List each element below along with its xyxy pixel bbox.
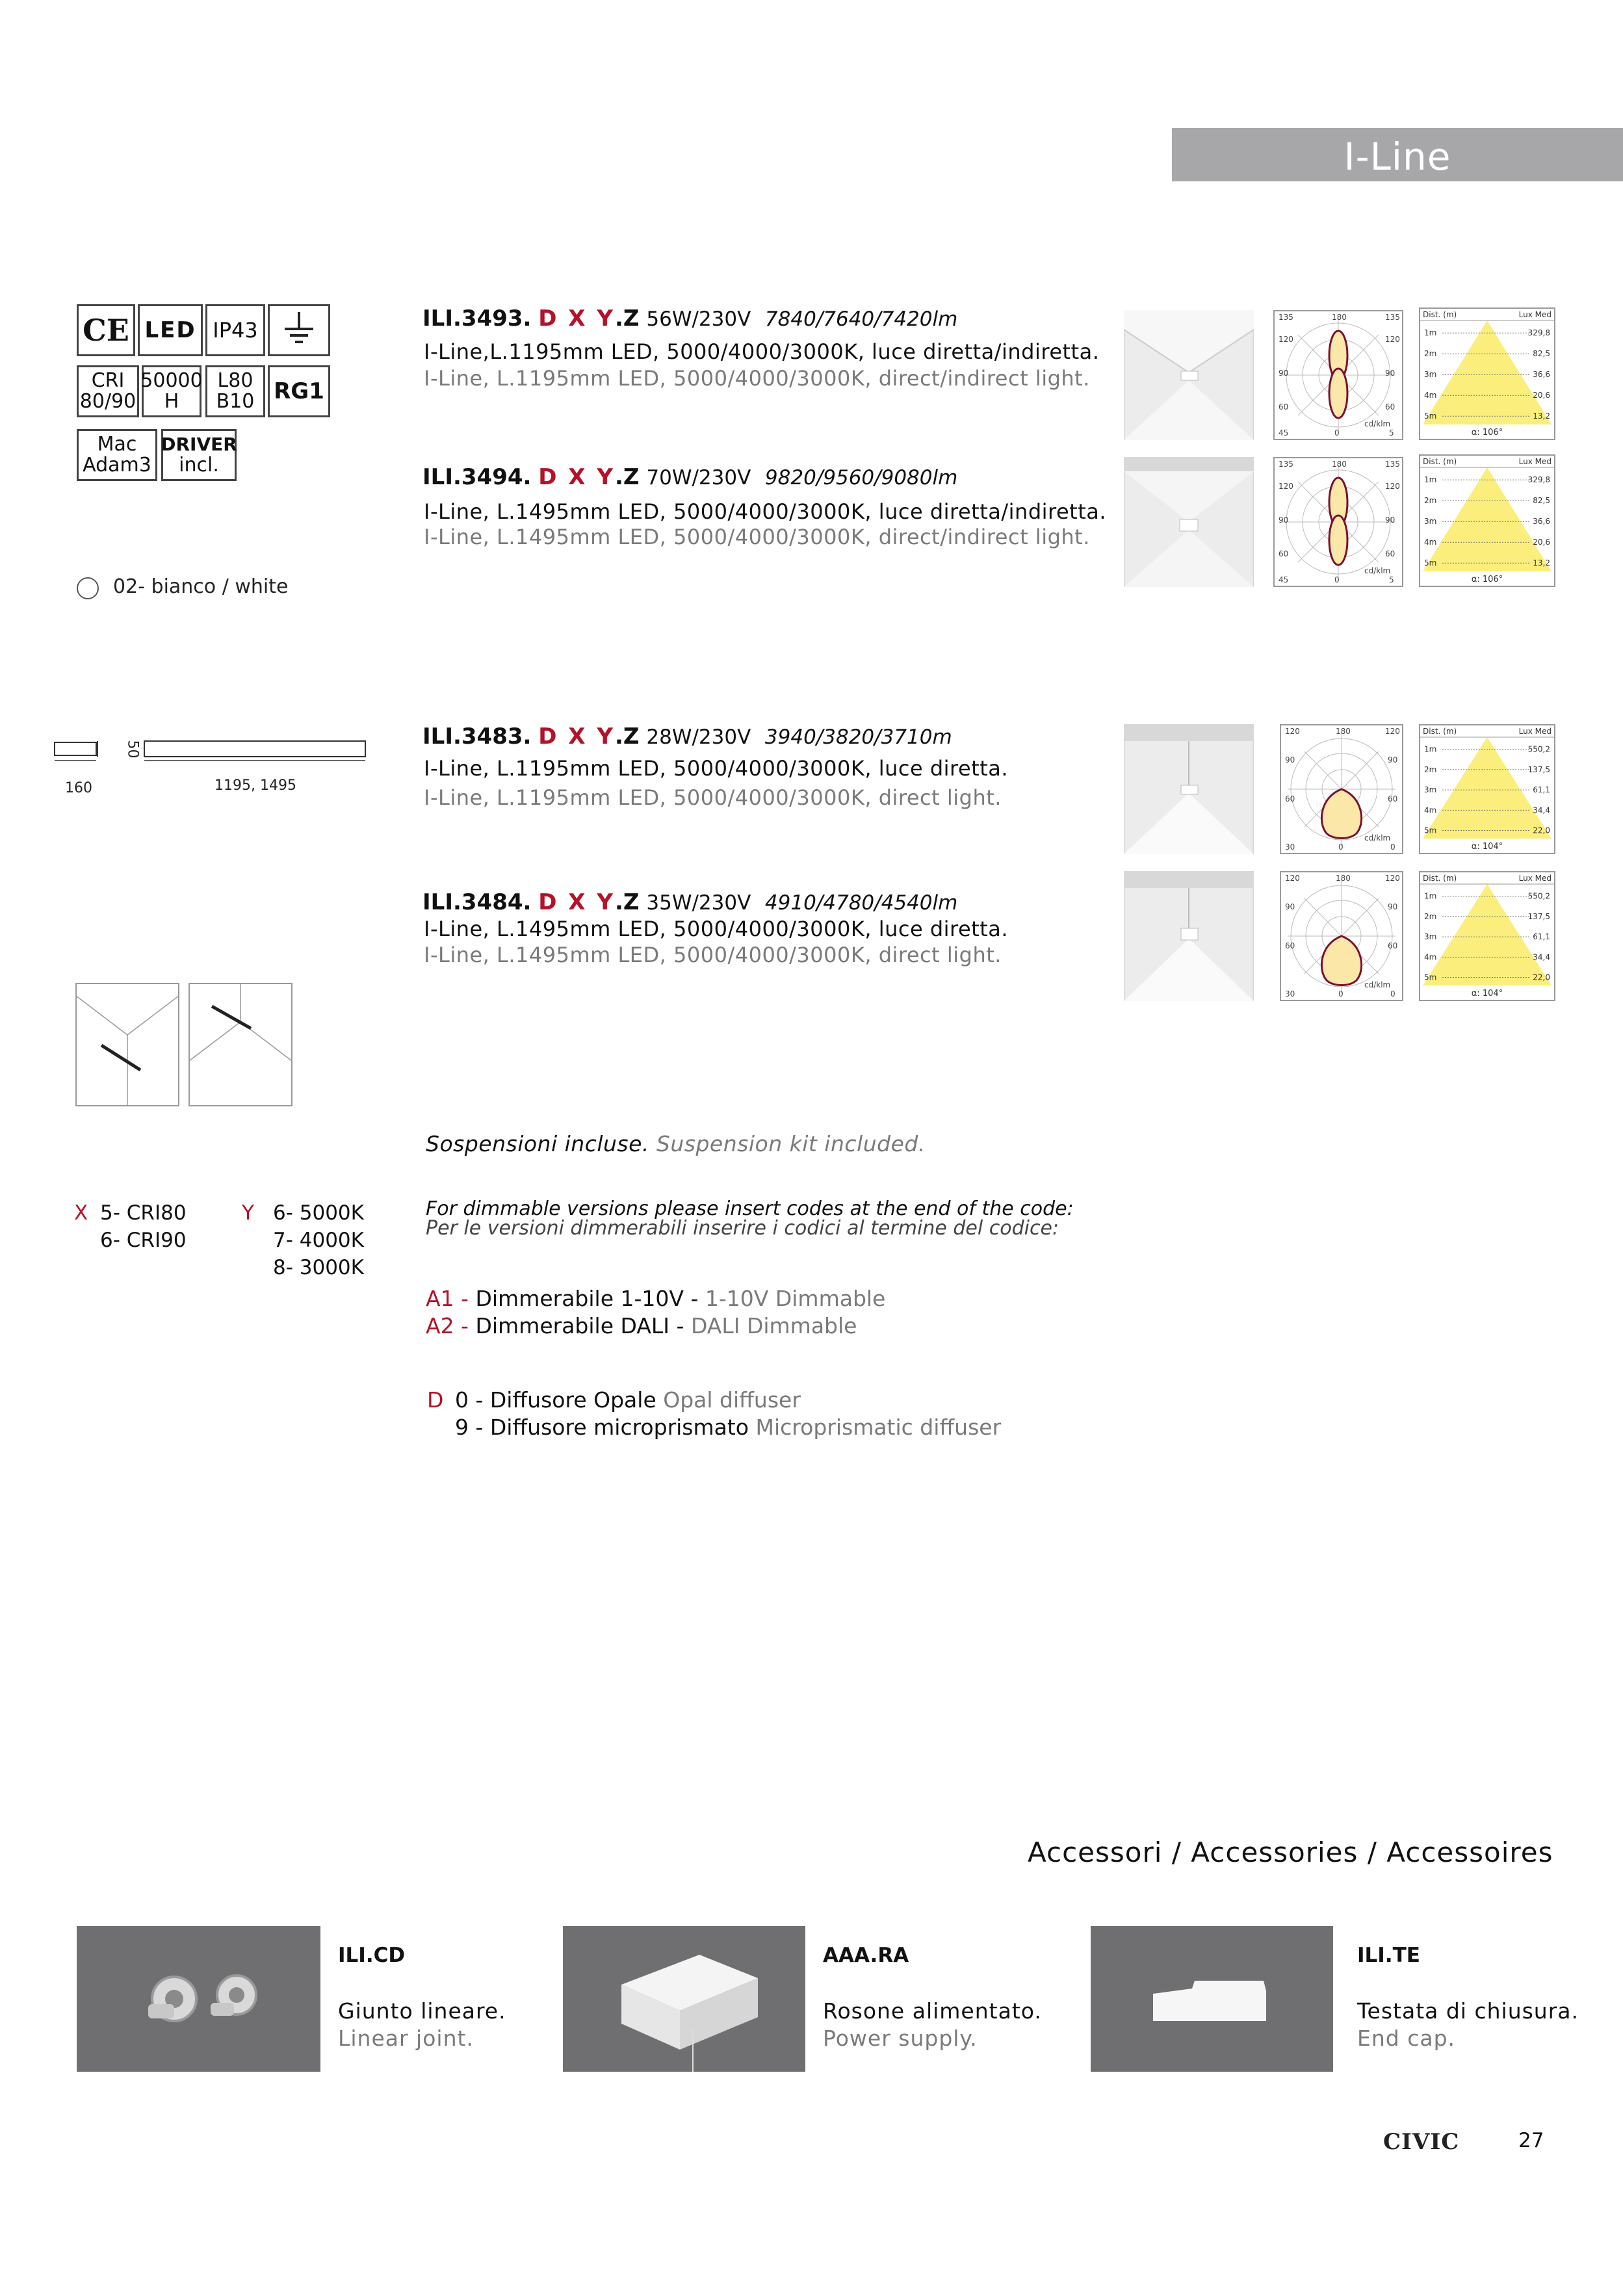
polar-label: 135 [1279, 460, 1293, 469]
accessory-desc-en: Power supply. [823, 2026, 978, 2051]
photometric-polar-diagram [1280, 871, 1403, 1001]
lux-distance-label: 3m [1424, 785, 1437, 795]
polar-unit: cd/klm [1364, 419, 1391, 428]
polar-label: 120 [1385, 727, 1400, 736]
product-code-ili3484: ILI.3484. D X Y.Z 35W/230V 4910/4780/4540lm [422, 889, 958, 915]
lux-distance-label: 3m [1424, 517, 1437, 527]
polar-label: 5 [1389, 575, 1394, 584]
product-desc-en: I-Line, L.1495mm LED, 5000/4000/3000K, direct/indirect light. [424, 525, 1090, 549]
lux-distance-label: 2m [1424, 764, 1437, 774]
accessory-code: ILI.TE [1357, 1944, 1420, 1967]
lux-distance-label: 5m [1424, 972, 1437, 982]
lux-distance-label: 1m [1424, 328, 1437, 338]
page-title: I-Line [1344, 135, 1451, 179]
lux-distance-label: 2m [1424, 349, 1437, 359]
polar-label: 0 [1334, 428, 1340, 437]
product-desc-en: I-Line, L.1195mm LED, 5000/4000/3000K, direct/indirect light. [424, 366, 1090, 391]
option-x-letter: X [74, 1201, 88, 1225]
polar-label: 60 [1385, 549, 1396, 558]
lux-distance-label: 4m [1424, 805, 1437, 815]
accessory-photo-end-cap [1091, 1926, 1333, 2072]
lux-dist-header: Dist. (m) [1423, 310, 1457, 319]
lux-value-label: 36,6 [1533, 517, 1550, 527]
page-number: 27 [1518, 2129, 1544, 2152]
accessory-photo-power-supply [563, 1926, 805, 2072]
polar-label: 60 [1279, 549, 1289, 558]
dimension-length: 1195, 1495 [214, 777, 296, 794]
accessory-desc-it: Giunto lineare. [338, 1998, 506, 2024]
photometric-polar-diagram [1273, 457, 1403, 587]
lux-value-label: 20,6 [1533, 538, 1550, 547]
dimmable-title: For dimmable versions please insert codes at the end of the code: [426, 1197, 1074, 1220]
option-y-item: 6- 5000K [273, 1201, 364, 1225]
polar-label: 0 [1334, 575, 1340, 584]
polar-label: 60 [1285, 941, 1295, 950]
polar-label: 120 [1385, 874, 1400, 883]
polar-label: 90 [1285, 902, 1295, 911]
lux-dist-header: Dist. (m) [1423, 457, 1457, 466]
lux-value-label: 82,5 [1533, 496, 1550, 506]
product-photo [1124, 457, 1254, 587]
lux-distance-label: 4m [1424, 538, 1437, 547]
dimension-width: 160 [65, 780, 92, 796]
lux-angle-label: α: 106° [1471, 575, 1503, 584]
diffuser-letter: D [427, 1387, 444, 1413]
lux-chart [1419, 724, 1555, 854]
lux-cone-svg [1420, 456, 1554, 586]
product-desc-it: I-Line,L.1195mm LED, 5000/4000/3000K, luce diretta/indiretta. [424, 339, 1100, 364]
lux-value-label: 137,5 [1527, 911, 1550, 921]
dimension-height: 50 [124, 740, 141, 759]
product-desc-it: I-Line, L.1495mm LED, 5000/4000/3000K, luce diretta. [424, 917, 1009, 941]
lux-distance-label: 5m [1424, 826, 1437, 835]
polar-label: 120 [1385, 335, 1400, 344]
brand-logo: CIVIC [1383, 2129, 1460, 2155]
lux-distance-label: 1m [1424, 475, 1437, 485]
option-x-item: 5- CRI80 [100, 1201, 187, 1225]
lux-distance-label: 2m [1424, 911, 1437, 921]
lux-dist-header: Dist. (m) [1423, 874, 1457, 883]
lux-value-label: 329,8 [1527, 475, 1550, 485]
diffuser-option-0: 0 - Diffusore Opale Opal diffuser [455, 1387, 801, 1413]
lux-value-label: 20,6 [1533, 391, 1550, 400]
driver-badge: DRIVER incl. [161, 429, 237, 481]
photometric-polar-diagram [1273, 310, 1403, 440]
polar-label: 60 [1388, 941, 1398, 950]
color-option-label: 02- bianco / white [113, 575, 289, 598]
lux-distance-label: 4m [1424, 952, 1437, 962]
lux-distance-label: 3m [1424, 370, 1437, 380]
lux-distance-label: 1m [1424, 891, 1437, 901]
lux-value-label: 34,4 [1533, 805, 1550, 815]
polar-label: 60 [1388, 794, 1398, 803]
product-desc-it: I-Line, L.1195mm LED, 5000/4000/3000K, luce diretta. [424, 756, 1009, 781]
lux-value-label: 13,2 [1533, 558, 1550, 568]
cri-badge: CRI 80/90 [77, 365, 139, 417]
polar-label: 120 [1285, 874, 1300, 883]
led-badge: LED [138, 304, 203, 356]
polar-label: 120 [1385, 482, 1400, 491]
lux-dist-header: Dist. (m) [1423, 727, 1457, 736]
product-photo [1124, 310, 1254, 440]
product-desc-en: I-Line, L.1195mm LED, 5000/4000/3000K, direct light. [424, 785, 1002, 810]
polar-label: 60 [1385, 402, 1396, 411]
lux-distance-label: 3m [1424, 932, 1437, 942]
option-y-letter: Y [242, 1201, 254, 1225]
product-photo [1124, 724, 1254, 854]
accessory-desc-en: Linear joint. [338, 2026, 474, 2051]
diffuser-option-9: 9 - Diffusore microprismato Microprismatic diffuser [455, 1415, 1002, 1440]
polar-label: 90 [1388, 755, 1398, 764]
product-code-ili3493: ILI.3493. D X Y.Z 56W/230V 7840/7640/7420lm [422, 306, 958, 332]
lux-value-label: 61,1 [1533, 932, 1550, 942]
polar-label: 180 [1336, 874, 1351, 883]
lux-cone-svg [1420, 309, 1554, 439]
polar-label: 60 [1279, 402, 1289, 411]
polar-label: 45 [1279, 575, 1289, 584]
polar-label: 120 [1279, 482, 1293, 491]
dimmable-option-a2: A2 - Dimmerabile DALI - DALI Dimmable [426, 1313, 857, 1338]
polar-label: 45 [1279, 428, 1289, 437]
lux-angle-label: α: 106° [1471, 428, 1503, 437]
product-code-ili3483: ILI.3483. D X Y.Z 28W/230V 3940/3820/3710m [422, 724, 952, 750]
polar-label: 90 [1279, 515, 1289, 525]
lux-med-header: Lux Med [1518, 874, 1552, 883]
lux-distance-label: 5m [1424, 411, 1437, 421]
lux-value-label: 36,6 [1533, 370, 1550, 380]
accessory-code: AAA.RA [823, 1944, 909, 1967]
polar-label: 0 [1338, 842, 1344, 852]
lux-distance-label: 4m [1424, 391, 1437, 400]
lux-angle-label: α: 104° [1471, 989, 1503, 998]
accessory-photo-joint [77, 1926, 320, 2072]
polar-label: 90 [1385, 515, 1396, 525]
lux-angle-label: α: 104° [1471, 842, 1503, 852]
option-y-item: 7- 4000K [273, 1229, 364, 1252]
earth-ground-icon [268, 304, 330, 356]
polar-label: 0 [1390, 989, 1396, 998]
lux-value-label: 22,0 [1533, 826, 1550, 835]
lux-value-label: 13,2 [1533, 411, 1550, 421]
installation-sketch-indirect [75, 983, 179, 1106]
lux-value-label: 329,8 [1527, 328, 1550, 338]
photometric-polar-diagram [1280, 724, 1403, 854]
lux-med-header: Lux Med [1518, 310, 1552, 319]
polar-label: 180 [1332, 313, 1347, 322]
suspension-note: Sospensioni incluse. Suspension kit included. [426, 1131, 926, 1156]
accessory-code: ILI.CD [338, 1944, 406, 1967]
macadam-badge: Mac Adam3 [77, 429, 157, 481]
color-swatch-white [77, 577, 99, 599]
lifetime-badge: 50000 H [142, 365, 201, 417]
lux-value-label: 82,5 [1533, 349, 1550, 359]
lux-chart [1419, 307, 1555, 440]
polar-label: 5 [1389, 428, 1394, 437]
risk-group-badge: RG1 [268, 365, 330, 417]
polar-label: 90 [1388, 902, 1398, 911]
lux-med-header: Lux Med [1518, 457, 1552, 466]
product-photo [1124, 871, 1254, 1001]
option-y-item: 8- 3000K [273, 1256, 364, 1279]
product-desc-it: I-Line, L.1495mm LED, 5000/4000/3000K, luce diretta/indiretta. [424, 499, 1107, 524]
polar-unit: cd/klm [1364, 833, 1391, 842]
polar-label: 180 [1336, 727, 1351, 736]
lux-distance-label: 2m [1424, 496, 1437, 506]
polar-label: 135 [1279, 313, 1293, 322]
lux-value-label: 34,4 [1533, 952, 1550, 962]
polar-unit: cd/klm [1364, 566, 1391, 575]
ip-rating-badge: IP43 [205, 304, 265, 356]
product-desc-en: I-Line, L.1495mm LED, 5000/4000/3000K, direct light. [424, 943, 1002, 967]
ce-mark-icon: CE [77, 304, 135, 356]
polar-unit: cd/klm [1364, 980, 1391, 989]
lux-value-label: 550,2 [1527, 744, 1550, 754]
lux-value-label: 137,5 [1527, 764, 1550, 774]
lux-value-label: 61,1 [1533, 785, 1550, 795]
lux-med-header: Lux Med [1518, 727, 1552, 736]
accessory-desc-en: End cap. [1357, 2026, 1456, 2051]
accessory-desc-it: Rosone alimentato. [823, 1998, 1042, 2024]
polar-label: 120 [1279, 335, 1293, 344]
dimension-drawing [52, 727, 370, 798]
polar-label: 90 [1285, 755, 1295, 764]
dimmable-subtitle: Per le versioni dimmerabili inserire i codici al termine del codice: [426, 1217, 1059, 1240]
accessories-title: Accessori / Accessories / Accessoires [1028, 1836, 1553, 1868]
lux-cone-svg [1420, 872, 1554, 1000]
polar-label: 120 [1285, 727, 1300, 736]
accessory-desc-it: Testata di chiusura. [1357, 1998, 1579, 2024]
product-code-ili3494: ILI.3494. D X Y.Z 70W/230V 9820/9560/9080lm [422, 464, 958, 490]
polar-label: 30 [1285, 842, 1295, 852]
polar-label: 90 [1385, 369, 1396, 378]
polar-label: 135 [1385, 313, 1400, 322]
lux-chart [1419, 871, 1555, 1001]
polar-label: 0 [1390, 842, 1396, 852]
polar-label: 180 [1332, 460, 1347, 469]
polar-label: 135 [1385, 460, 1400, 469]
polar-label: 60 [1285, 794, 1295, 803]
lux-distance-label: 1m [1424, 744, 1437, 754]
polar-label: 90 [1279, 369, 1289, 378]
dimmable-option-a1: A1 - Dimmerabile 1-10V - 1-10V Dimmable [426, 1286, 886, 1311]
polar-label: 0 [1338, 989, 1344, 998]
lux-chart [1419, 454, 1555, 587]
polar-label: 30 [1285, 989, 1295, 998]
installation-sketch-direct [188, 983, 292, 1106]
option-x-item: 6- CRI90 [100, 1229, 187, 1252]
lux-cone-svg [1420, 725, 1554, 853]
lux-distance-label: 5m [1424, 558, 1437, 568]
lux-value-label: 22,0 [1533, 972, 1550, 982]
lux-value-label: 550,2 [1527, 891, 1550, 901]
l80-badge: L80 B10 [205, 365, 265, 417]
